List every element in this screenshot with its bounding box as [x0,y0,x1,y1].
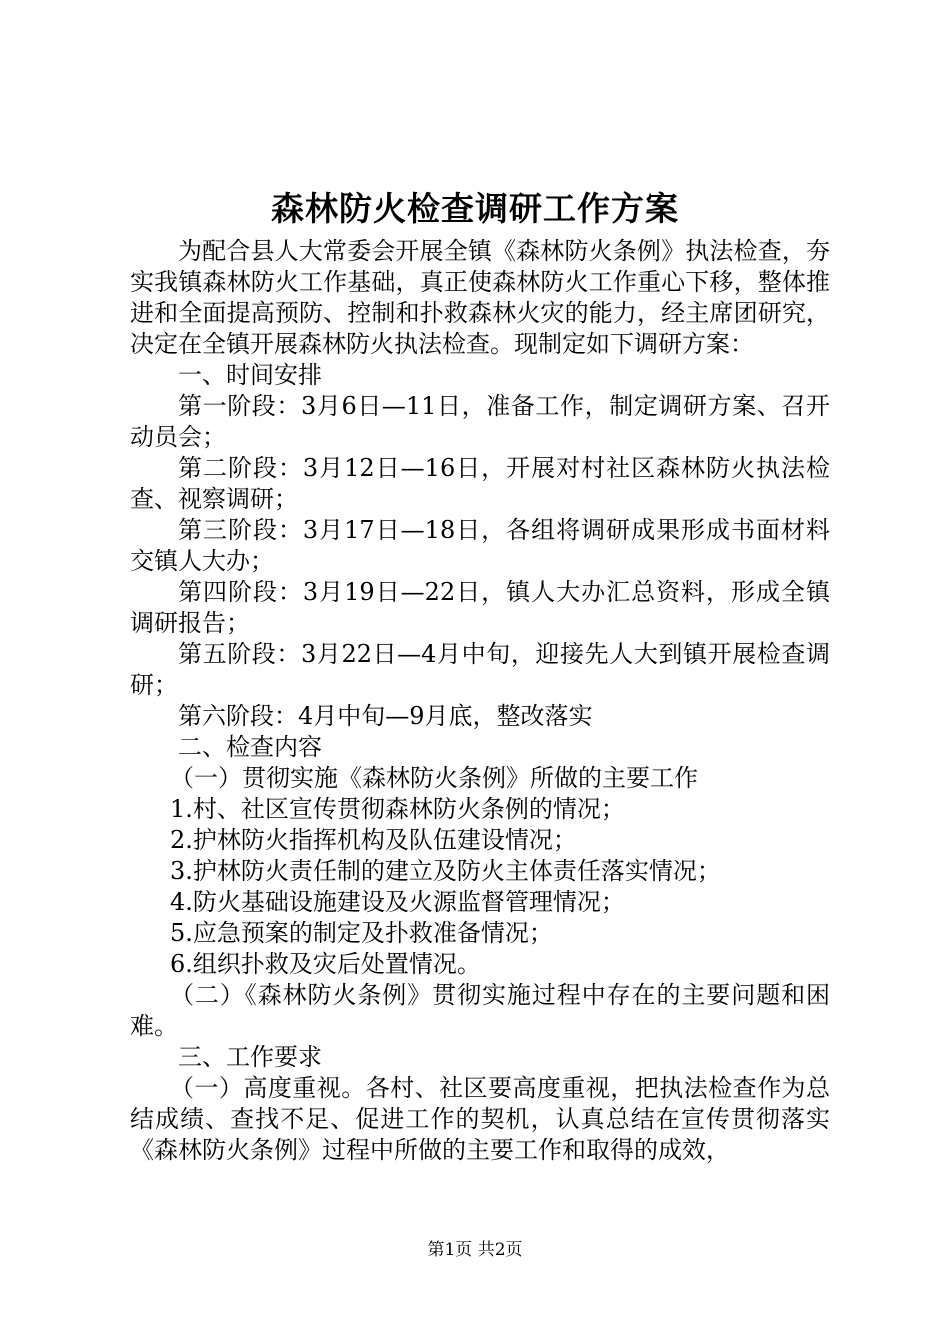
section-heading-requirements: 三、工作要求 [178,1043,322,1071]
section-heading-content: 二、检查内容 [178,733,322,761]
paragraph-stage-5: 第五阶段：3月22日—4月中旬，迎接先人大到镇开展检查调研； [130,640,830,699]
subsection-heading-1: （一）贯彻实施《森林防火条例》所做的主要工作 [170,764,698,792]
subsection-heading-2: （二）《森林防火条例》贯彻实施过程中存在的主要问题和困难。 [130,981,830,1040]
list-item-2: 2.护林防火指挥机构及队伍建设情况； [170,826,577,854]
paragraph-intro: 为配合县人大常委会开展全镇《森林防火条例》执法检查，夯实我镇森林防火工作基础，真正使森林防火工作重心下移，整体推进和全面提高预防、控制和扑救森林火灾的能力，经主席团研究，决定在全镇开展森林防火执法检查。现制定如下调研方案： [130,237,830,358]
paragraph-stage-6: 第六阶段：4月中旬—9月底，整改落实 [178,702,593,730]
list-item-4: 4.防火基础设施建设及火源监督管理情况； [170,888,625,916]
section-heading-schedule: 一、时间安排 [178,361,322,389]
paragraph-requirement-1: （一）高度重视。各村、社区要高度重视，把执法检查作为总结成绩、查找不足、促进工作的契机，认真总结在宣传贯彻落实《森林防火条例》过程中所做的主要工作和取得的成效， [130,1074,830,1164]
paragraph-stage-4: 第四阶段：3月19日—22日，镇人大办汇总资料，形成全镇调研报告； [130,578,830,637]
paragraph-stage-1: 第一阶段：3月6日—11日，准备工作，制定调研方案、召开动员会； [130,392,830,451]
page-footer: 第1页 共2页 [427,1240,523,1260]
list-item-3: 3.护林防火责任制的建立及防火主体责任落实情况； [170,857,721,885]
paragraph-stage-3: 第三阶段：3月17日—18日，各组将调研成果形成书面材料交镇人大办； [130,516,830,575]
list-item-6: 6.组织扑救及灾后处置情况。 [170,950,481,978]
document-body [130,236,830,1166]
list-item-5: 5.应急预案的制定及扑救准备情况； [170,919,553,947]
list-item-1: 1.村、社区宣传贯彻森林防火条例的情况； [170,795,625,823]
document-title: 森林防火检查调研工作方案 [271,189,679,228]
paragraph-stage-2: 第二阶段：3月12日—16日，开展对村社区森林防火执法检查、视察调研； [130,454,830,513]
